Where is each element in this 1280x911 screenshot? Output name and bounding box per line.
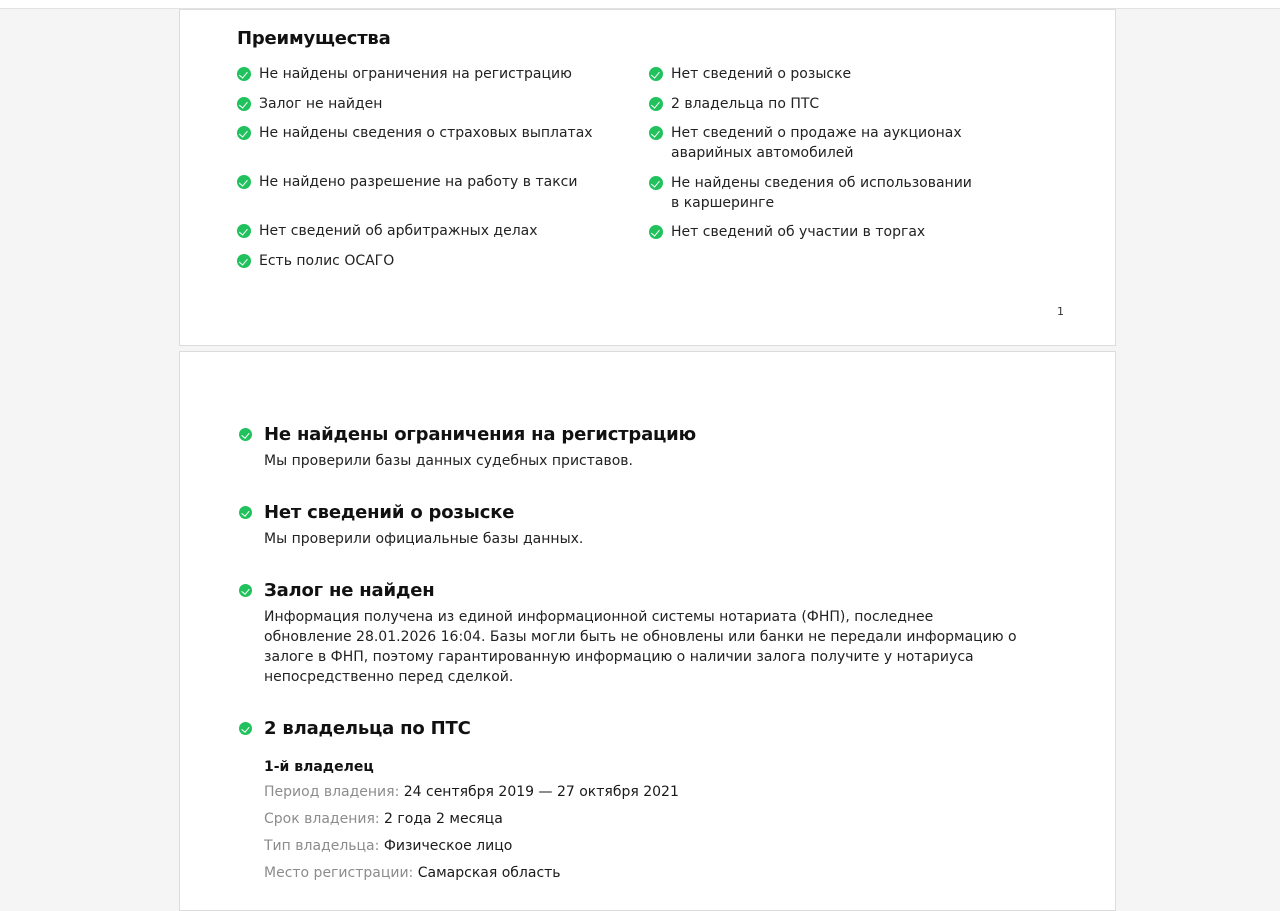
advantage-item: Нет сведений об арбитражных делах <box>237 221 637 241</box>
check-circle-icon <box>239 506 252 519</box>
advantage-item: Залог не найден <box>237 94 637 114</box>
section-title: Залог не найден <box>264 580 435 601</box>
check-circle-icon <box>649 126 663 140</box>
advantage-item: Нет сведений о продаже на аукционах аварийных автомобилей <box>649 123 1049 163</box>
owner-period-row: Период владения: 24 сентября 2019 — 27 октября 2021 <box>264 784 679 800</box>
check-circle-icon <box>649 176 663 190</box>
section-body: Мы проверили базы данных судебных приставов. <box>264 453 633 469</box>
section-pledge <box>237 580 1037 687</box>
check-circle-icon <box>237 224 251 238</box>
advantages-right-column <box>649 64 1049 252</box>
advantage-item: Не найдено разрешение на работу в такси <box>237 172 637 192</box>
owner-title: 1-й владелец <box>264 759 374 775</box>
advantage-item: Не найдены ограничения на регистрацию <box>237 64 637 84</box>
check-circle-icon <box>237 175 251 189</box>
owner-duration-row: Срок владения: 2 года 2 месяца <box>264 811 503 827</box>
viewer-top-bar <box>0 0 1280 9</box>
section-body: Мы проверили официальные базы данных. <box>264 531 584 547</box>
owner-type-row: Тип владельца: Физическое лицо <box>264 838 513 854</box>
check-circle-icon <box>239 722 252 735</box>
advantage-item: Не найдены сведения о страховых выплатах <box>237 123 637 143</box>
section-title: Нет сведений о розыске <box>264 502 515 523</box>
advantage-item: Нет сведений о розыске <box>649 64 1049 84</box>
section-body: Информация получена из единой информационной системы нотариата (ФНП), последнее обновление 28.01.2026 16:04. Базы могли быть не обновлены или банки не передали информацию о залоге в ФНП, поэтому гарантированную информацию о наличии залога получите у нотариуса непосредственно перед сделкой. <box>264 609 1017 685</box>
section-title: Не найдены ограничения на регистрацию <box>264 424 696 445</box>
advantage-item: Нет сведений об участии в торгах <box>649 222 1049 242</box>
advantage-item: 2 владельца по ПТС <box>649 94 1049 114</box>
page-number: 1 <box>1057 305 1064 318</box>
document-page-1 <box>179 9 1116 346</box>
check-circle-icon <box>649 97 663 111</box>
check-circle-icon <box>239 428 252 441</box>
check-circle-icon <box>237 67 251 81</box>
check-circle-icon <box>649 67 663 81</box>
section-owners <box>237 718 1037 883</box>
advantage-item: Есть полис ОСАГО <box>237 251 637 271</box>
check-circle-icon <box>237 97 251 111</box>
check-circle-icon <box>649 225 663 239</box>
section-wanted <box>237 502 1037 549</box>
check-circle-icon <box>237 126 251 140</box>
advantages-title: Преимущества <box>237 28 391 49</box>
advantage-item: Не найдены сведения об использовании в каршеринге <box>649 173 1049 213</box>
section-registration-restrictions <box>237 424 1037 471</box>
check-circle-icon <box>239 584 252 597</box>
section-title: 2 владельца по ПТС <box>264 718 471 739</box>
document-page-2 <box>179 351 1116 911</box>
check-circle-icon <box>237 254 251 268</box>
owner-region-row: Место регистрации: Самарская область <box>264 865 561 881</box>
advantages-left-column <box>237 64 637 280</box>
